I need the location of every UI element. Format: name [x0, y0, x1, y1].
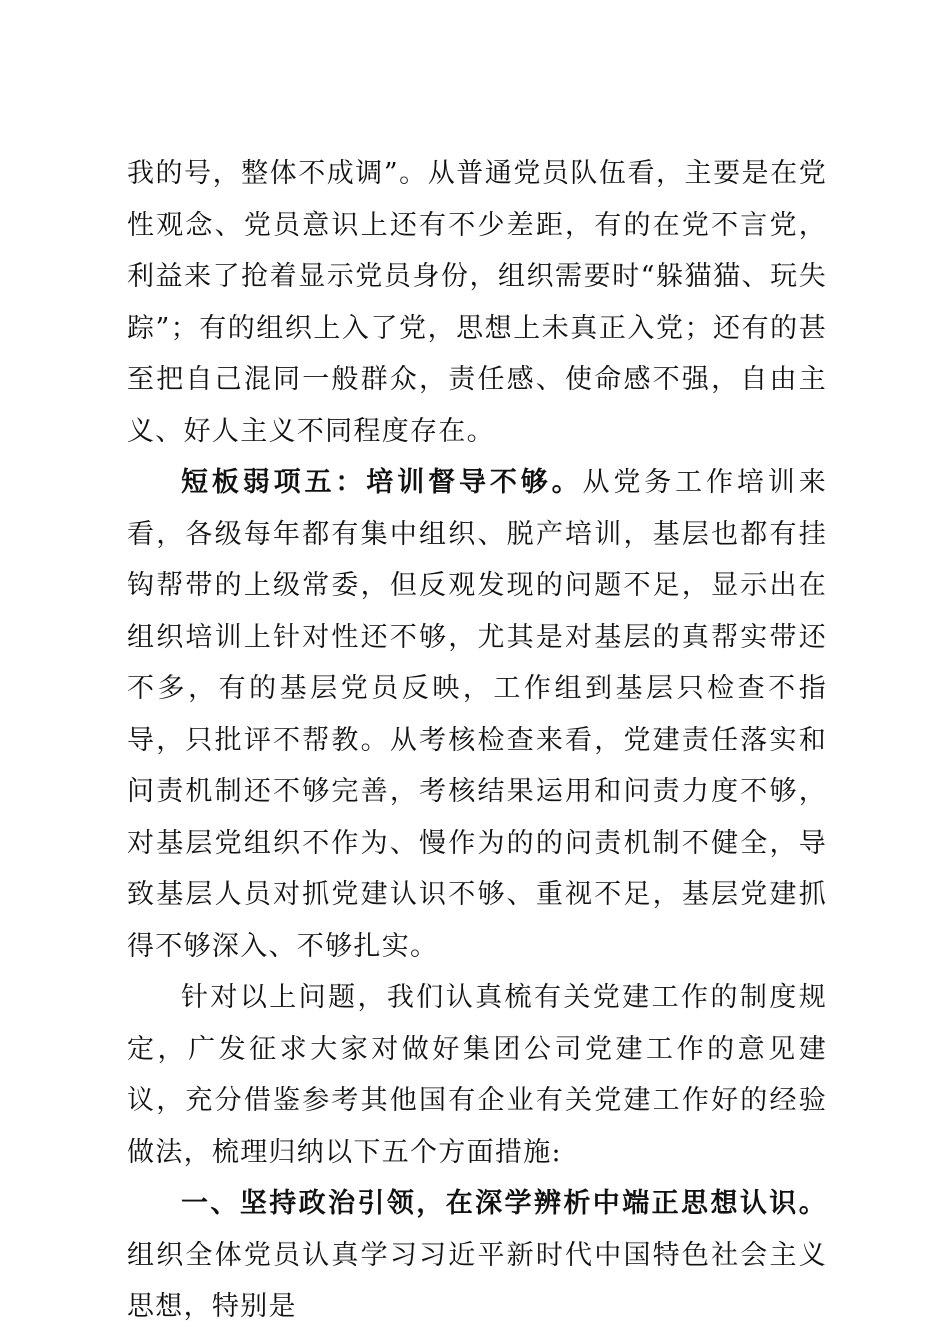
- paragraph-text: 组织全体党员认真学习习近平新时代中国特色社会主义思想，特别是: [127, 1239, 827, 1322]
- paragraph-text: 我的号，整体不成调”。从普通党员队伍看，主要是在党性观念、党员意识上还有不少差距，有的在党不言党，利益来了抢着显示党员身份，组织需要时“躲猫猫、玩失踪”；有的组织上入了党，思想上未真正入党；还有的甚至把自己混同一般群众，责任感、使命感不强，自由主义、好人主义不同程度存在。: [127, 158, 827, 447]
- paragraph-weakness-five: [127, 457, 827, 972]
- paragraph-text: 针对以上问题，我们认真梳有关党建工作的制度规定，广发征求大家对做好集团公司党建工作的意见建议，充分借鉴参考其他国有企业有关党建工作好的经验做法，梳理归纳以下五个方面措施:: [127, 982, 827, 1168]
- paragraph-measures-intro: [127, 972, 827, 1178]
- paragraph-heading: 一、坚持政治引领，在深学辨析中端正思想认识。: [181, 1188, 827, 1219]
- paragraph-measure-one: [127, 1178, 827, 1333]
- paragraph-continuation: [127, 148, 827, 457]
- paragraph-heading: 短板弱项五：培训督导不够。: [181, 467, 583, 498]
- document-body: [127, 148, 827, 1333]
- paragraph-text: 从党务工作培训来看，各级每年都有集中组织、脱产培训，基层也都有挂钩帮带的上级常委，但反观发现的问题不足，显示出在组织培训上针对性还不够，尤其是对基层的真帮实带还不多，有的基层党员反映，工作组到基层只检查不指导，只批评不帮教。从考核检查来看，党建责任落实和问责机制还不够完善，考核结果运用和问责力度不够，对基层党组织不作为、慢作为的的问责机制不健全，导致基层人员对抓党建认识不够、重视不足，基层党建抓得不够深入、不够扎实。: [127, 467, 827, 962]
